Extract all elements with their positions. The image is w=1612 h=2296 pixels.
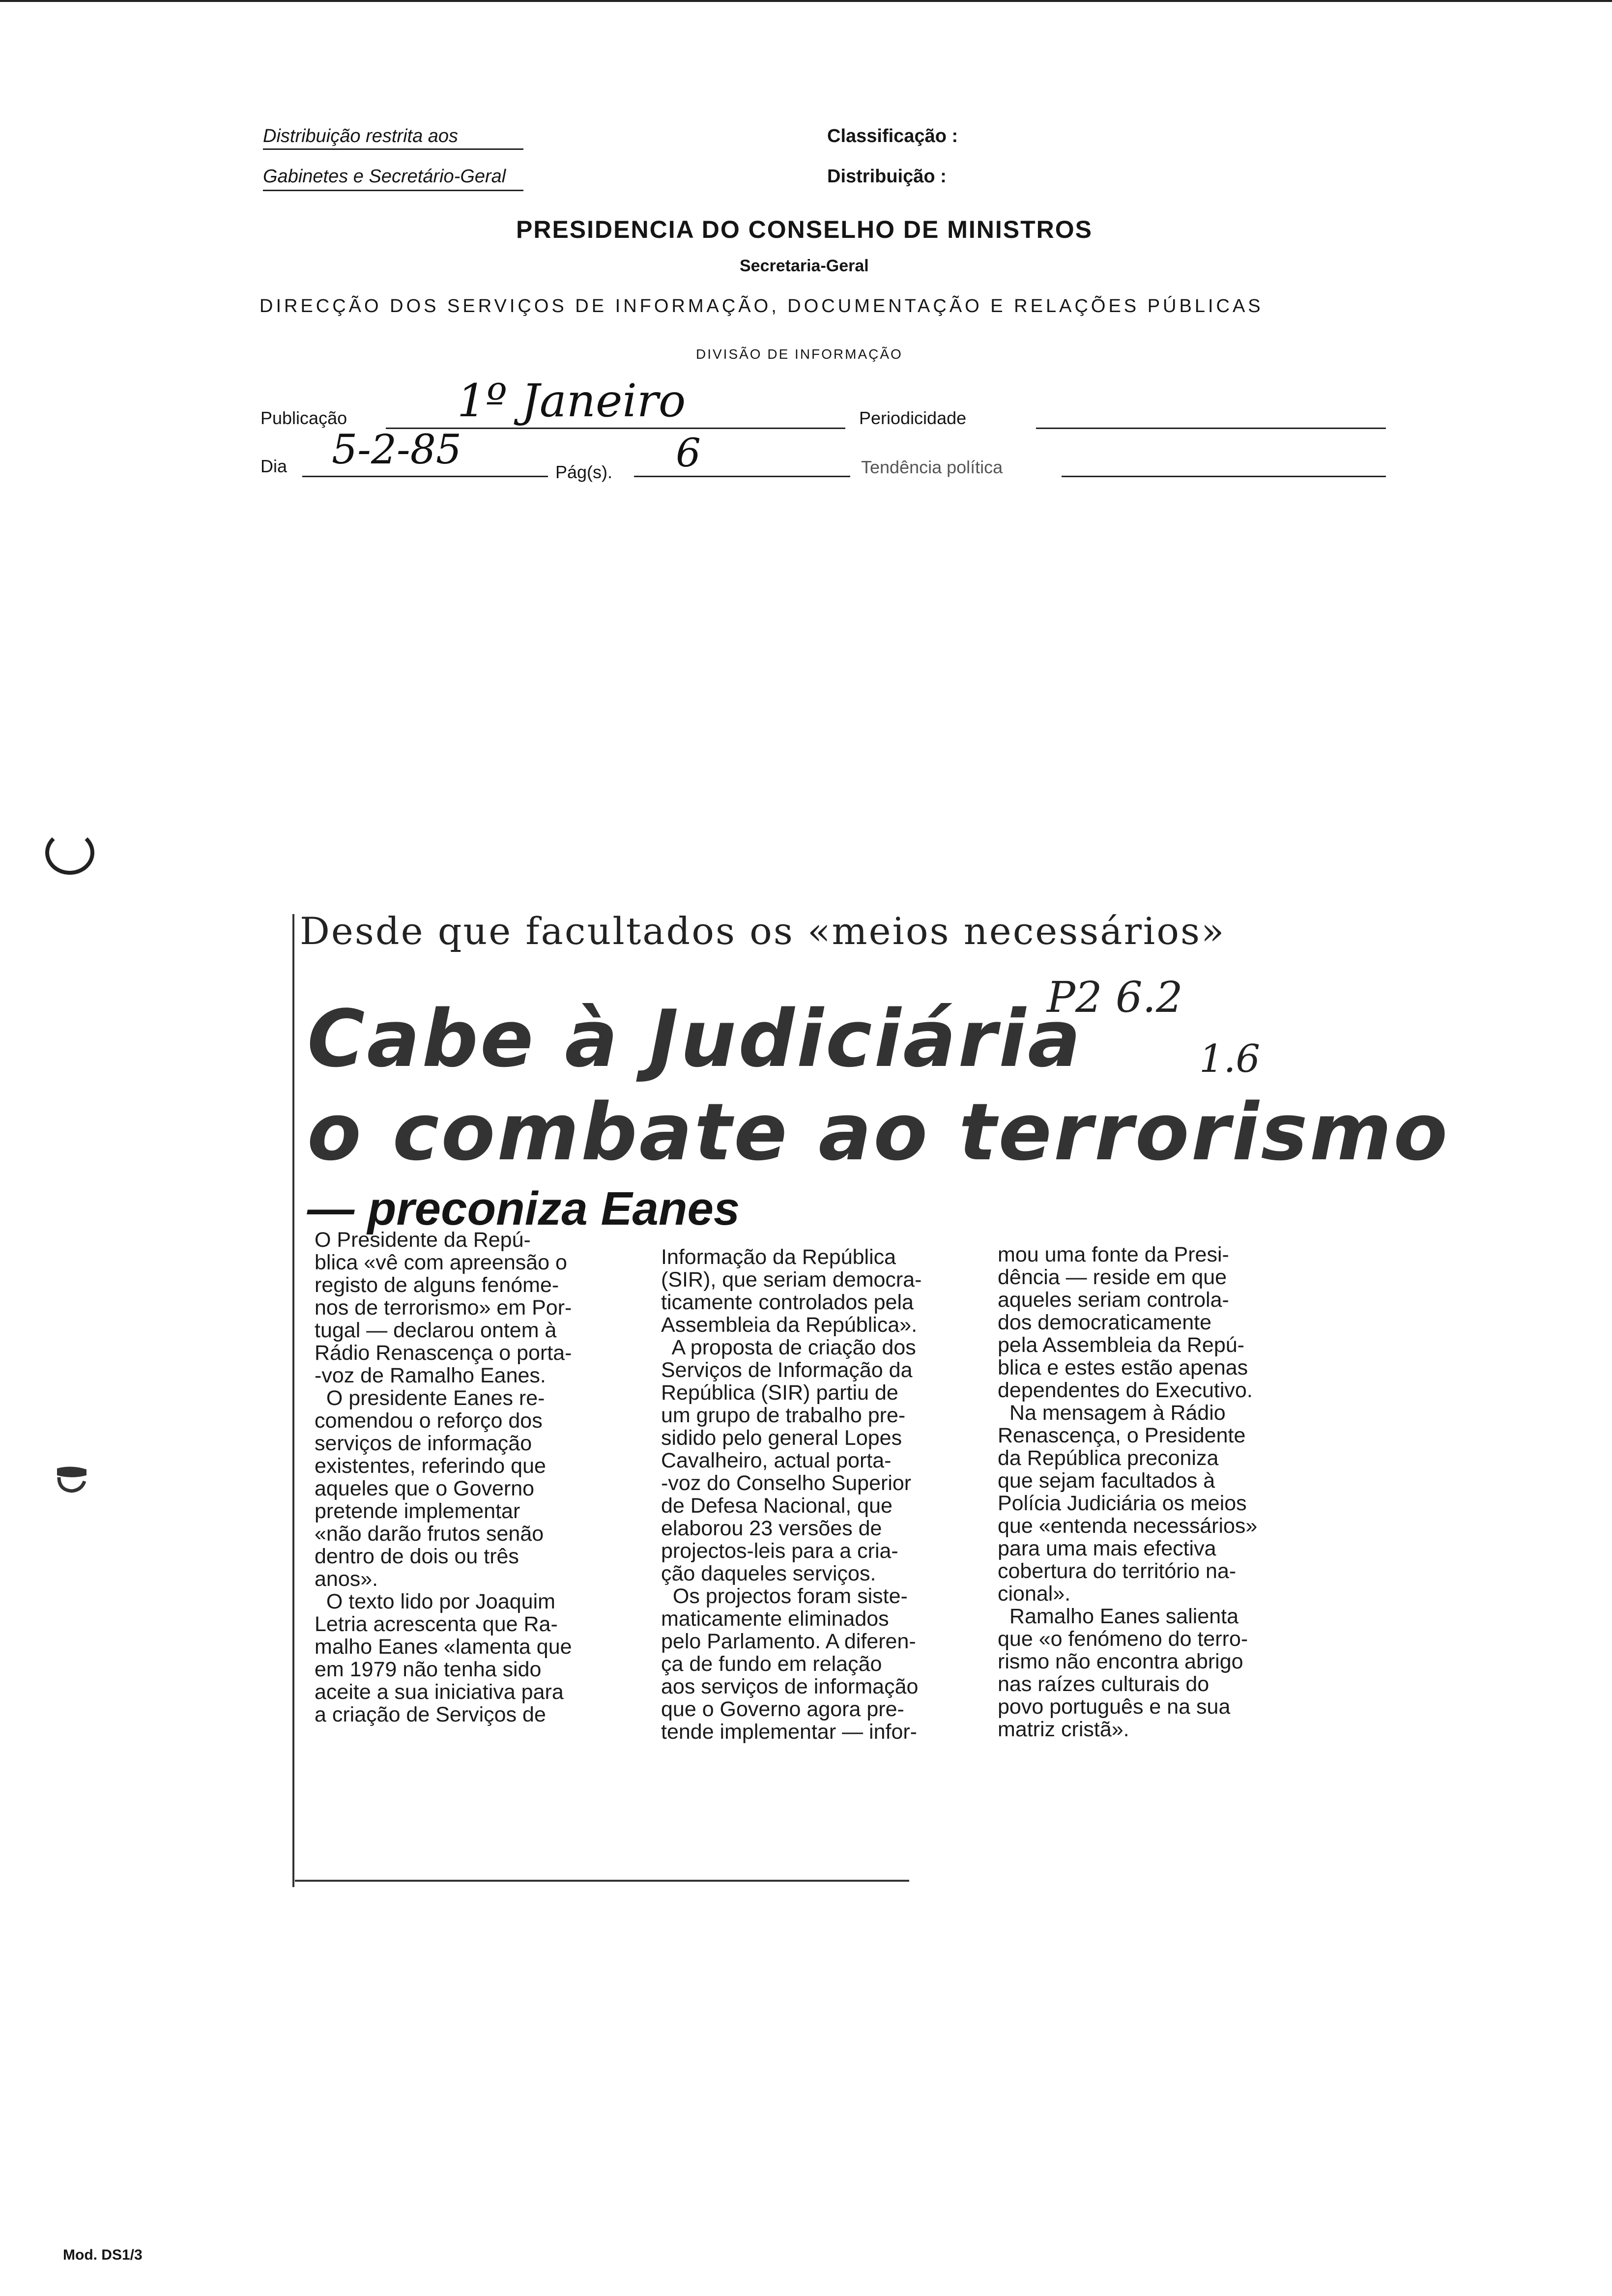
distribution-note-line2: Gabinetes e Secretário-Geral (263, 166, 506, 187)
pags-line (634, 476, 850, 477)
distribuicao-label: Distribuição : (827, 166, 947, 187)
tendencia-label: Tendência política (861, 457, 1003, 477)
article-column-1: O Presidente da Repú- blica «vê com apreensão o registo de alguns fenóme- nos de terrorismo» em Por- tugal — declarou ontem à Rádio Renascença o porta- -voz de Ramalho Eanes. O presidente Eanes re- comendou o reforço dos serviços de informação existentes, referindo que aqueles que o Governo pretende implementar «não darão frutos senão dentro de dois ou três anos». O texto lido por Joaquim Letria acrescenta que Ra- malho Eanes «lamenta que em 1979 não tenha sido aceite a sua iniciativa para a criação de Serviços de (315, 1228, 572, 1726)
secretariat-subtitle: Secretaria-Geral (740, 257, 869, 275)
organization-title: PRESIDENCIA DO CONSELHO DE MINISTROS (516, 216, 1093, 243)
publicacao-label: Publicação (260, 408, 347, 428)
handwritten-annotation-line1: P2 6.2 (1047, 973, 1183, 1022)
tendencia-line (1062, 476, 1386, 477)
article-byline: — preconiza Eanes (307, 1182, 740, 1235)
punch-hole-mark (45, 831, 94, 875)
clipping-bottom-edge (295, 1880, 909, 1882)
pags-handwritten: 6 (676, 430, 701, 476)
classificacao-label: Classificação : (827, 126, 958, 146)
clipping-left-edge (292, 914, 294, 1887)
distribution-note-underline-1 (263, 148, 523, 150)
article-column-2: Informação da República (SIR), que seriam democra- ticamente controlados pela Assembleia da República». A proposta de criação dos Serviços de Informação da República (SIR) partiu de um grupo de trabalho pre- sidido pelo general Lopes Cavalheiro, actual porta- -voz do Conselho Superior de Defesa Nacional, que elaborou 23 versões de projectos-leis para a cria- ção daqueles serviços. Os projectos foram siste- maticamente eliminados pelo Parlamento. A diferen- ça de fundo em relação aos serviços de informação que o Governo agora pre- tende implementar — infor- (661, 1245, 922, 1744)
pags-label: Pág(s). (555, 462, 613, 482)
periodicidade-line (1036, 428, 1386, 429)
form-code: Mod. DS1/3 (63, 2247, 143, 2263)
distribution-note-underline-2 (263, 190, 523, 191)
article-kicker: Desde que facultados os «meios necessários» (300, 909, 1226, 953)
publicacao-handwritten: 1º Janeiro (457, 374, 686, 427)
article-headline-line1: Cabe à Judiciária (307, 993, 1083, 1085)
dia-label: Dia (260, 456, 288, 476)
distribution-note-line1: Distribuição restrita aos (263, 126, 459, 146)
directorate-line: DIRECÇÃO DOS SERVIÇOS DE INFORMAÇÃO, DOCUMENTAÇÃO E RELAÇÕES PÚBLICAS (259, 296, 1264, 316)
division-line: DIVISÃO DE INFORMAÇÃO (696, 346, 903, 362)
article-column-3: mou uma fonte da Presi- dência — reside em que aqueles seriam controla- dos democraticamente pela Assembleia da Repú- blica e estes estão apenas dependentes do Executivo. Na mensagem à Rádio Renascença, o Presidente da República preconiza que sejam facultados à Polícia Judiciária os meios que «entenda necessários» para uma mais efectiva cobertura do território na- cional». Ramalho Eanes salienta que «o fenómeno do terro- rismo não encontra abrigo nas raízes culturais do povo português e na sua matriz cristã». (998, 1243, 1258, 1741)
periodicidade-label: Periodicidade (859, 408, 967, 428)
binder-clip-mark (52, 1464, 91, 1494)
dia-line (302, 476, 548, 477)
article-headline-line2: o combate ao terrorismo (307, 1086, 1450, 1178)
top-edge-line (0, 0, 1612, 2)
dia-handwritten: 5-2-85 (332, 427, 462, 473)
handwritten-annotation-line2: 1.6 (1199, 1037, 1261, 1081)
